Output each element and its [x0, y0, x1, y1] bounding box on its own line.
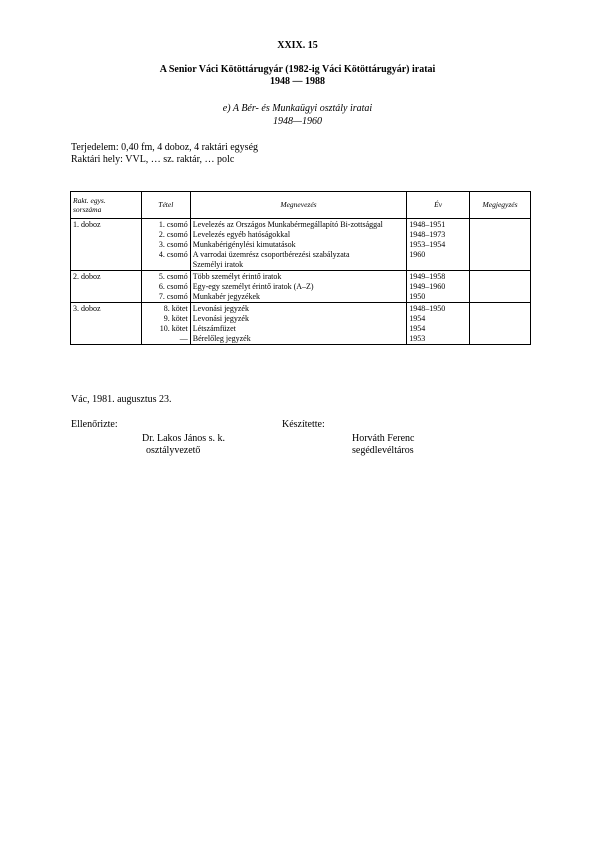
row-year: 1949–1958 [407, 271, 470, 283]
row-name: Munkabér jegyzékek [190, 292, 406, 303]
row-item: 8. kötet [141, 303, 190, 315]
table-header-row [71, 192, 531, 219]
row-note [470, 282, 531, 292]
row-item: 7. csomó [141, 292, 190, 303]
table-row [71, 260, 531, 271]
header-name: Megnevezés [190, 192, 406, 219]
row-unit [71, 230, 142, 240]
table-row [71, 314, 531, 324]
row-item: 6. csomó [141, 282, 190, 292]
row-unit [71, 324, 142, 334]
section-subtitle [0, 102, 595, 128]
row-item: 4. csomó [141, 250, 190, 260]
place-date: Vác, 1981. augusztus 23. [71, 394, 172, 405]
document-title [0, 64, 595, 88]
row-unit [71, 240, 142, 250]
row-note [470, 240, 531, 250]
row-unit [71, 260, 142, 271]
header-note: Megjegyzés [470, 192, 531, 219]
table-row [71, 282, 531, 292]
row-name: Bérelőleg jegyzék [190, 334, 406, 345]
row-year: 1950 [407, 292, 470, 303]
row-name: Egy-egy személyt érintő iratok (A–Z) [190, 282, 406, 292]
checked-label: Ellenőrizte: [71, 419, 118, 430]
subtitle-line-1: e) A Bér- és Munkaügyi osztály iratai [222, 103, 373, 114]
row-year: 1948–1951 [407, 219, 470, 231]
header-year: Év [407, 192, 470, 219]
row-note [470, 250, 531, 260]
checker-title: osztályvezető [146, 445, 201, 456]
table-row [71, 292, 531, 303]
row-unit [71, 250, 142, 260]
row-note [470, 271, 531, 283]
row-name: Létszámfüzet [190, 324, 406, 334]
row-year: 1949–1960 [407, 282, 470, 292]
row-note [470, 219, 531, 231]
row-name: Több személyt érintő iratok [190, 271, 406, 283]
title-line-1: A Senior Váci Kötöttárugyár (1982-ig Váci Kötöttárugyár) iratai [159, 64, 436, 75]
row-item: 2. csomó [141, 230, 190, 240]
table-row [71, 240, 531, 250]
header-unit [71, 192, 142, 219]
maker-name: Horváth Ferenc [352, 433, 415, 444]
row-note [470, 292, 531, 303]
extent-text: Terjedelem: 0,40 fm, 4 doboz, 4 raktári egység [71, 142, 259, 153]
record-group-code: XXIX. 15 [277, 40, 318, 51]
table-row [71, 219, 531, 231]
row-item: 10. kötet [141, 324, 190, 334]
table-row [71, 334, 531, 345]
row-unit: 3. doboz [71, 303, 142, 315]
row-name: A varrodai üzemrész csoportbérezési szabályzata [190, 250, 406, 260]
row-item: 1. csomó [141, 219, 190, 231]
row-note [470, 303, 531, 315]
row-name: Levelezés az Országos Munkabérmegállapító Bi-zottsággal [190, 219, 406, 231]
row-year: 1948–1950 [407, 303, 470, 315]
row-name: Levonási jegyzék [190, 314, 406, 324]
row-unit [71, 292, 142, 303]
row-item: — [141, 334, 190, 345]
row-unit: 2. doboz [71, 271, 142, 283]
row-item: 3. csomó [141, 240, 190, 250]
header-unit-line-1: Rakt. egys. [73, 196, 106, 205]
row-note [470, 314, 531, 324]
row-unit: 1. doboz [71, 219, 142, 231]
row-year: 1960 [407, 250, 470, 260]
row-name: Személyi iratok [190, 260, 406, 271]
table-row [71, 250, 531, 260]
row-year: 1954 [407, 314, 470, 324]
header-item: Tétel [141, 192, 190, 219]
checker-name: Dr. Lakos János s. k. [142, 433, 226, 444]
row-note [470, 324, 531, 334]
location-text: Raktári hely: VVL, … sz. raktár, … polc [71, 154, 235, 165]
row-unit [71, 282, 142, 292]
inventory-table [70, 191, 531, 345]
header-unit-line-2: sorszáma [73, 205, 102, 214]
row-unit [71, 314, 142, 324]
table-row [71, 303, 531, 315]
row-year: 1954 [407, 324, 470, 334]
row-year [407, 260, 470, 271]
row-year: 1948–1973 [407, 230, 470, 240]
row-unit [71, 334, 142, 345]
made-label: Készítette: [282, 419, 325, 430]
row-note [470, 334, 531, 345]
row-year: 1953–1954 [407, 240, 470, 250]
row-item [141, 260, 190, 271]
row-item: 9. kötet [141, 314, 190, 324]
row-name: Levonási jegyzék [190, 303, 406, 315]
row-note [470, 230, 531, 240]
table-row [71, 324, 531, 334]
row-name: Levelezés egyéb hatóságokkal [190, 230, 406, 240]
row-note [470, 260, 531, 271]
subtitle-line-2: 1948—1960 [273, 116, 322, 127]
row-year: 1953 [407, 334, 470, 345]
table-row [71, 230, 531, 240]
maker-title: segédlevéltáros [352, 445, 414, 456]
table-row [71, 271, 531, 283]
title-line-2: 1948 — 1988 [270, 76, 325, 87]
row-name: Munkabérigénylési kimutatások [190, 240, 406, 250]
row-item: 5. csomó [141, 271, 190, 283]
